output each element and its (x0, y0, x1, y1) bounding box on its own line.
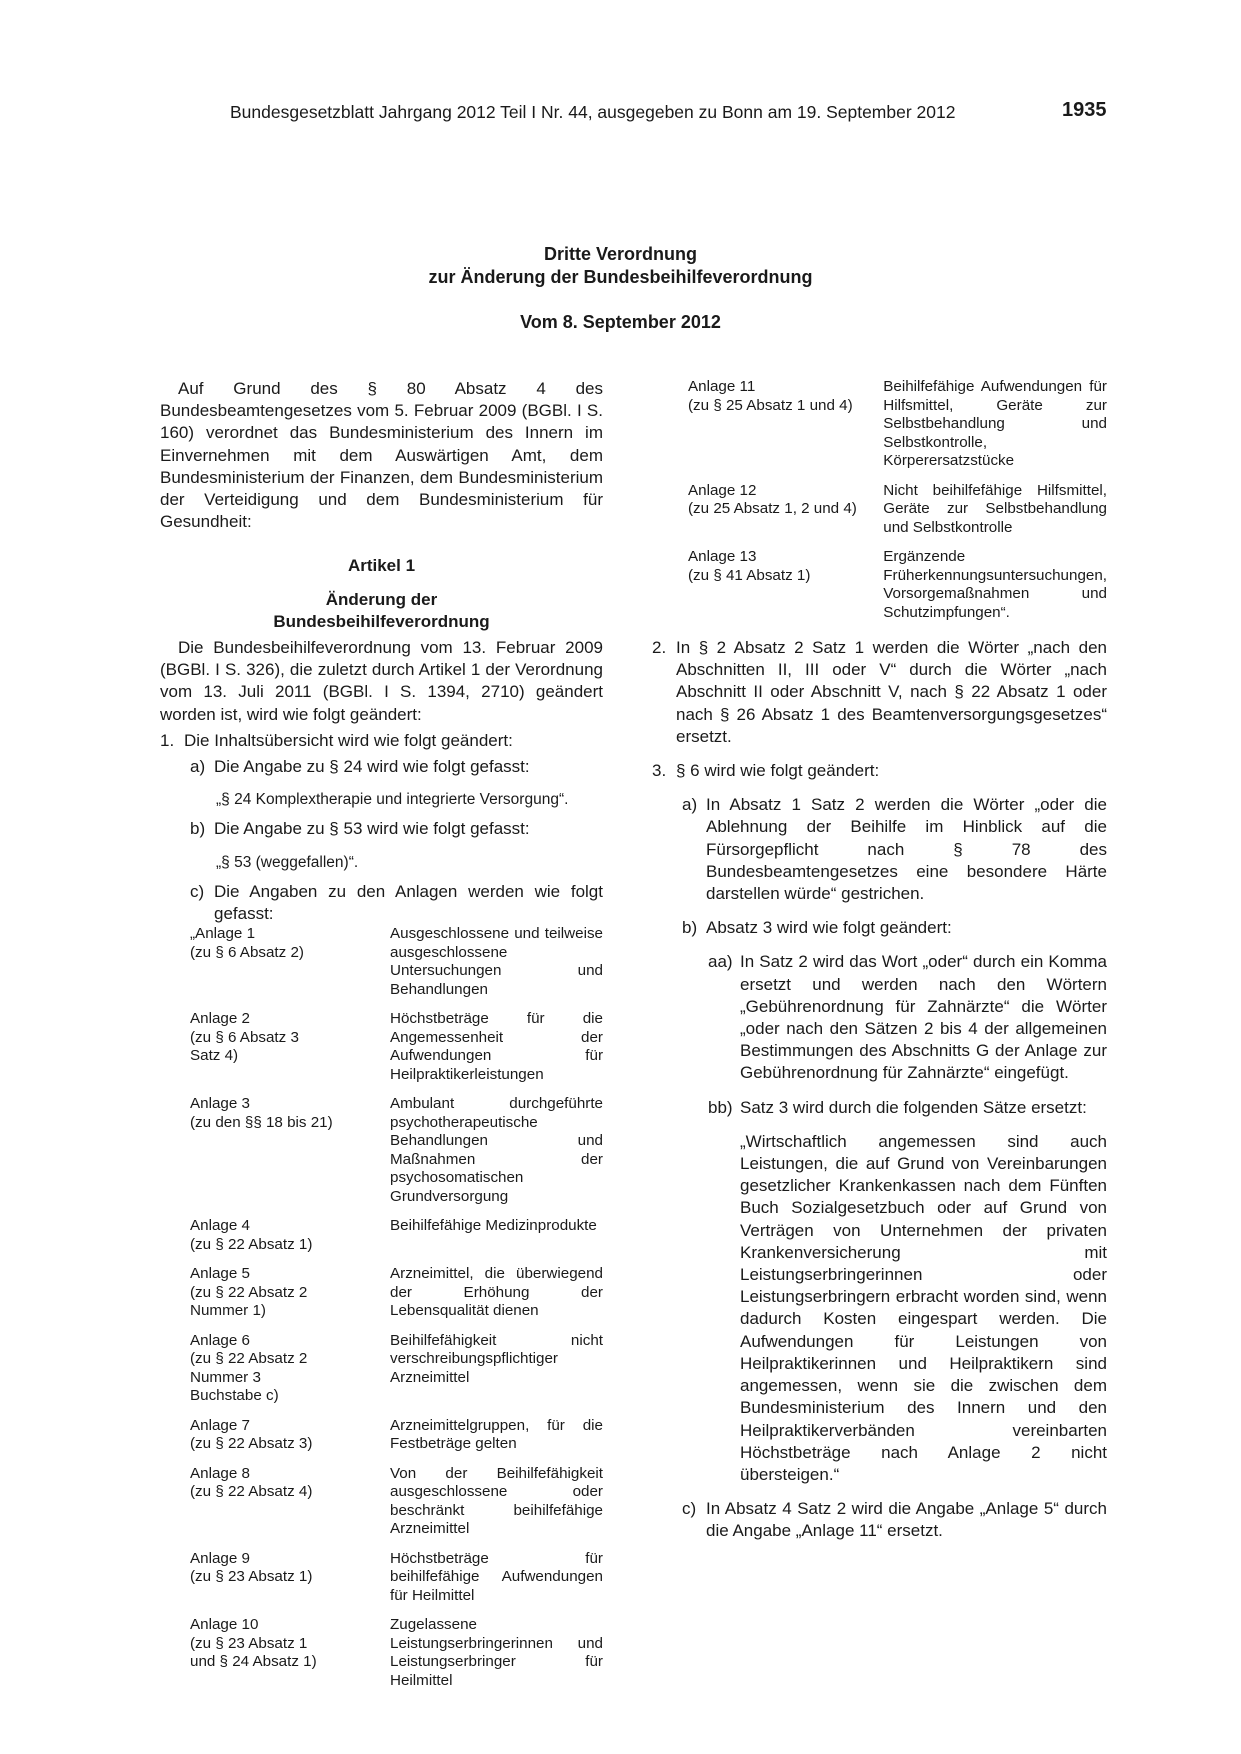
item-2 (652, 637, 1107, 748)
anlage-desc: Höchstbeträge für beihilfefähige Aufwendungen für Heilmittel (390, 1549, 603, 1604)
item-2-text: In § 2 Absatz 2 Satz 1 werden die Wörter „nach den Abschnitten II, III oder V“ durch die Wörter „nach Abschnitt II oder Abschnitt V, nach § 22 Absatz 1 oder nach § 26 Absatz 1 des Beamtenversorgungsgesetzes“ ersetzt. (676, 638, 1107, 746)
title-date: Vom 8. September 2012 (520, 312, 721, 332)
table-row (190, 1465, 603, 1550)
item-3b-letter: b) (682, 918, 698, 938)
anlage-ref: Anlage 7 (zu § 22 Absatz 3) (190, 1416, 313, 1453)
item-1c-text: Die Angaben zu den Anlagen werden wie folgt gefasst: (214, 881, 603, 924)
item-3b-bb-quote: „Wirtschaftlich angemessen sind auch Leistungen, die auf Grund von Vereinbarungen gesetzlicher Krankenkassen nach dem Fünften Buch Sozialgesetzbuch oder auf Grund von Verträgen von Unternehmen der privaten Krankenversicherung mit Leistungserbringerinnen oder Leistungserbringern erbracht worden sind, wenn dadurch Kosten eingespart werden. Die Aufwendungen für Leistungen von Heilpraktikerinnen und Heilpraktikern sind angemessen, wenn sie die zwischen dem Bundesministerium des Innern und den Heilpraktikerverbänden vereinbarten Höchstbeträge nach Anlage 2 nicht übersteigen.“ (740, 1131, 1107, 1484)
journal-header: Bundesgesetzblatt Jahrgang 2012 Teil I Nr. 44, ausgegeben zu Bonn am 19. September 2012 (230, 102, 956, 122)
item-1-number: 1. (160, 730, 175, 750)
anlage-desc: Ergänzende Früherkennungsuntersuchungen, Vorsorgemaßnahmen und Schutzimpfungen“. (883, 548, 1107, 621)
item-1c (190, 881, 603, 925)
anlage-ref: Anlage 3 (zu den §§ 18 bis 21) (190, 1095, 333, 1131)
item-3c-letter: c) (682, 1499, 697, 1519)
anlage-desc: Beihilfefähigkeit nicht verschreibungspflichtiger Arzneimittel (390, 1331, 603, 1386)
table-row (190, 1265, 603, 1332)
page-number: 1935 (1062, 99, 1107, 121)
artikel-heading-1: Änderung der (325, 589, 438, 609)
item-3a (682, 794, 1107, 905)
item-1b-text: Die Angabe zu § 53 wird wie folgt gefasst: (214, 819, 530, 839)
item-1b (190, 818, 603, 840)
anlage-desc: Arzneimittel, die überwiegend der Erhöhung der Lebensqualität dienen (390, 1265, 603, 1320)
title-line-2: zur Änderung der Bundesbeihilfeverordnung (428, 267, 813, 287)
preamble: Auf Grund des § 80 Absatz 4 des Bundesbeamtengesetzes vom 5. Februar 2009 (BGBl. I S. 160) verordnet das Bundesministerium des Innern im Einvernehmen mit dem Auswärtigen Amt, dem Bundesministerium der Finanzen, dem Bundesministerium der Verteidigung und dem Bundesministerium für Gesundheit: (160, 379, 603, 532)
artikel-heading-2: Bundesbeihilfeverordnung (273, 611, 490, 631)
artikel-intro: Die Bundesbeihilfeverordnung vom 13. Februar 2009 (BGBl. I S. 326), die zuletzt durch Artikel 1 der Verordnung vom 13. Juli 2011 (BGBl. I S. 1394, 2710) geändert worden ist, wird wie folgt geändert: (160, 638, 603, 724)
table-row (688, 548, 1107, 633)
item-3b-text: Absatz 3 wird wie folgt geändert: (706, 918, 952, 938)
anlage-ref: Anlage 2 (zu § 6 Absatz 3 Satz 4) (190, 1010, 299, 1065)
item-1b-letter: b) (190, 819, 206, 839)
anlage-desc: Zugelassene Leistungserbringerinnen und Leistungserbringer für Heilmittel (390, 1616, 603, 1689)
item-3c (682, 1498, 1107, 1542)
table-row (190, 1095, 603, 1217)
artikel-label: Artikel 1 (347, 556, 416, 576)
item-3b (682, 917, 1107, 939)
anlage-desc: Nicht beihilfefähige Hilfsmittel, Geräte zur Selbstbehandlung und Selbstkontrolle (883, 481, 1107, 536)
anlagen-table-right (688, 378, 1107, 633)
title-line-1: Dritte Verordnung (543, 244, 697, 264)
item-3c-text: In Absatz 4 Satz 2 wird die Angabe „Anlage 5“ durch die Angabe „Anlage 11“ ersetzt. (706, 1499, 1107, 1541)
anlage-desc: Ambulant durchgeführte psychotherapeutische Behandlungen und Maßnahmen der psychosomatischen Grundversorgung (390, 1095, 603, 1205)
table-row (190, 1010, 603, 1095)
item-3a-letter: a) (682, 795, 698, 815)
item-1a-quote: „§ 24 Komplextherapie und integrierte Versorgung“. (216, 791, 569, 809)
anlage-desc: Beihilfefähige Medizinprodukte (390, 1217, 597, 1235)
anlage-ref: Anlage 8 (zu § 22 Absatz 4) (190, 1464, 313, 1501)
item-3 (652, 760, 1107, 782)
item-1c-letter: c) (190, 881, 205, 901)
anlage-desc: Arzneimittelgruppen, für die Festbeträge gelten (390, 1416, 603, 1453)
table-row (190, 1616, 603, 1701)
anlage-desc: Beihilfefähige Aufwendungen für Hilfsmittel, Geräte zur Selbstbehandlung und Selbstkontrolle, Körperersatzstücke (883, 378, 1107, 469)
anlage-desc: Höchstbeträge für die Angemessenheit der Aufwendungen für Heilpraktikerleistungen (390, 1010, 603, 1083)
anlage-ref: Anlage 4 (zu § 22 Absatz 1) (190, 1217, 313, 1253)
anlage-ref: Anlage 9 (zu § 23 Absatz 1) (190, 1549, 313, 1586)
item-3b-aa-text: In Satz 2 wird das Wort „oder“ durch ein Komma ersetzt und werden nach den Wörtern „Gebührenordnung für Zahnärzte“ die Wörter „oder nach den Sätzen 2 bis 4 der allgemeinen Bestimmungen des Abschnitts G der Anlage zur Gebührenordnung für Zahnärzte“ eingefügt. (740, 952, 1107, 1083)
table-row (190, 1217, 603, 1265)
document-title (0, 243, 1241, 334)
table-row (190, 1332, 603, 1417)
item-3b-bb-text: Satz 3 wird durch die folgenden Sätze ersetzt: (740, 1097, 1087, 1117)
item-3a-text: In Absatz 1 Satz 2 werden die Wörter „oder die Ablehnung der Beihilfe im Hinblick auf die Fürsorgepflicht nach § 78 des Bundesbeamtengesetzes eine besondere Härte darstellen würde“ gestrichen. (706, 795, 1107, 904)
table-row (190, 1550, 603, 1617)
anlage-ref: Anlage 11 (zu § 25 Absatz 1 und 4) (688, 378, 853, 414)
table-row (688, 378, 1107, 482)
anlage-ref: Anlage 13 (zu § 41 Absatz 1) (688, 548, 811, 584)
anlage-ref: „Anlage 1 (zu § 6 Absatz 2) (190, 925, 304, 961)
anlage-ref: Anlage 12 (zu 25 Absatz 1, 2 und 4) (688, 481, 857, 517)
item-3b-aa-label: aa) (708, 952, 733, 972)
item-3b-bb (708, 1097, 1107, 1486)
anlage-ref: Anlage 10 (zu § 23 Absatz 1 und § 24 Absatz 1) (190, 1616, 317, 1671)
item-1 (160, 730, 603, 752)
anlagen-table-left (190, 925, 603, 1701)
item-1b-quote: „§ 53 (weggefallen)“. (216, 853, 359, 871)
anlage-desc: Ausgeschlossene und teilweise ausgeschlossene Untersuchungen und Behandlungen (390, 925, 603, 998)
item-2-number: 2. (652, 638, 667, 657)
right-column (652, 378, 1107, 1543)
table-row (190, 925, 603, 1010)
item-3b-bb-label: bb) (708, 1097, 733, 1117)
anlage-ref: Anlage 5 (zu § 22 Absatz 2 Nummer 1) (190, 1265, 308, 1320)
item-3-number: 3. (652, 761, 667, 781)
item-1-text: Die Inhaltsübersicht wird wie folgt geändert: (184, 730, 513, 750)
item-1a-text: Die Angabe zu § 24 wird wie folgt gefasst: (214, 757, 530, 777)
item-3-text: § 6 wird wie folgt geändert: (676, 761, 880, 781)
anlage-ref: Anlage 6 (zu § 22 Absatz 2 Nummer 3 Buchstabe c) (190, 1331, 308, 1405)
table-row (190, 1417, 603, 1465)
item-1a (190, 756, 603, 778)
left-column (160, 378, 603, 1701)
item-3b-aa (708, 951, 1107, 1084)
anlage-desc: Von der Beihilfefähigkeit ausgeschlossene oder beschränkt beihilfefähige Arzneimittel (390, 1464, 603, 1538)
item-1a-letter: a) (190, 757, 206, 777)
table-row (688, 482, 1107, 549)
